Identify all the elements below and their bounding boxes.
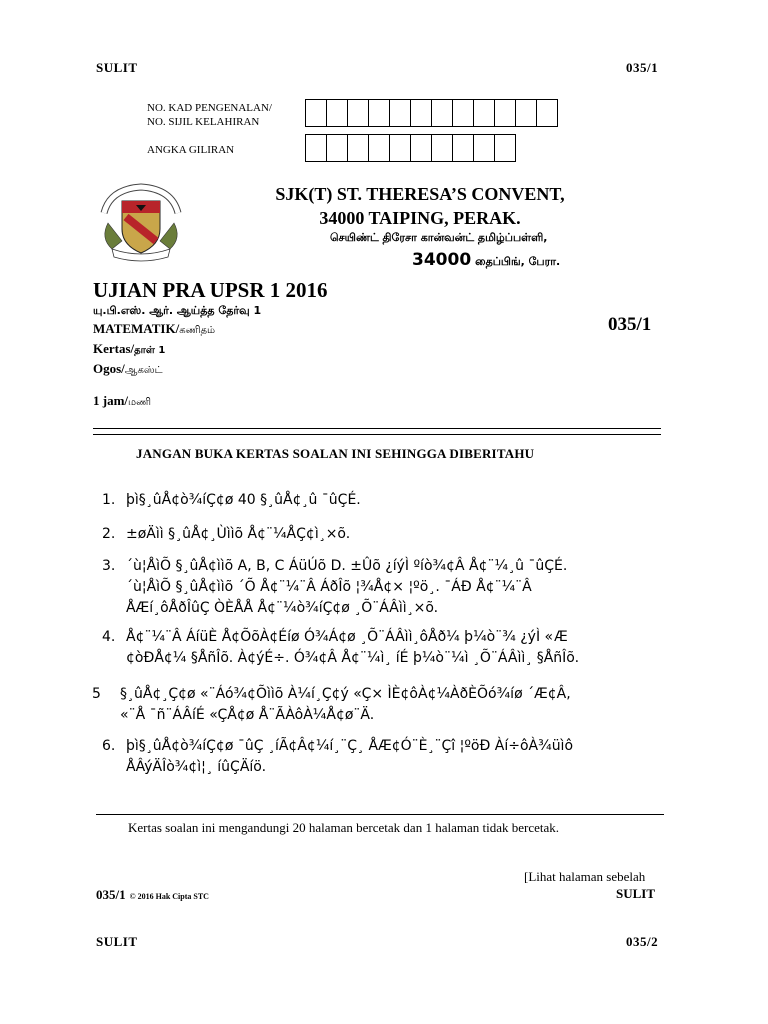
postcode: 34000	[412, 250, 472, 270]
exam-details	[93, 320, 215, 412]
footer-divider	[96, 814, 664, 815]
instruction-line: ´ù¦ÅìÕ §¸ûÅ¢ììõ A, B, C ÁüÚõ D. ±Ûõ ¿íýÌ ºíò¾¢Â Å¢¨¼¸û ¯ûÇÉ.	[126, 558, 568, 574]
instruction-number: 4.	[102, 629, 116, 645]
subject: MATEMATIK/	[93, 321, 180, 336]
school-crest-logo	[98, 183, 184, 263]
school-name-line1: SJK(T) ST. THERESA’S CONVENT,	[275, 184, 565, 204]
town-tamil: தைப்பிங், பேரா.	[475, 255, 561, 268]
turn-digit-box[interactable]	[348, 135, 369, 161]
instruction-item	[102, 736, 702, 778]
instruction-item	[92, 684, 692, 726]
ic-digit-box[interactable]	[495, 100, 516, 126]
ic-label-line1: NO. KAD PENGENALAN/	[147, 102, 272, 114]
turn-digit-box[interactable]	[453, 135, 474, 161]
turn-digit-box[interactable]	[327, 135, 348, 161]
ic-digit-box[interactable]	[327, 100, 348, 126]
month-tamil: ஆகஸ்ட்	[124, 365, 163, 376]
ic-digit-box[interactable]	[474, 100, 495, 126]
turn-digit-box[interactable]	[411, 135, 432, 161]
instruction-line: ÅÆí¸ôÅðÎûÇ ÒÈÅÅ Å¢¨¼ò¾íÇ¢ø ¸Õ¨ÁÂìì¸×õ.	[126, 600, 439, 616]
school-name	[250, 182, 590, 230]
month: Ogos/	[93, 361, 125, 376]
footer-note: Kertas soalan ini mengandungi 20 halaman bercetak dan 1 halaman tidak bercetak.	[128, 820, 559, 835]
instruction-number: 3.	[102, 558, 116, 574]
instruction-line: ÅÂýÄÎò¾¢ì¦¸ íûÇÄíö.	[126, 759, 267, 775]
instruction-line: ±øÄìì §¸ûÅ¢¸Ùììõ Å¢¨¼ÅÇ¢ì¸×õ.	[126, 526, 351, 542]
ic-digit-box[interactable]	[369, 100, 390, 126]
instruction-item	[102, 524, 702, 545]
header-sulit: SULIT	[96, 60, 138, 75]
duration: 1 jam/	[93, 393, 129, 408]
ic-digit-box[interactable]	[390, 100, 411, 126]
next-header-sulit: SULIT	[96, 934, 138, 949]
turn-digit-box[interactable]	[474, 135, 495, 161]
duration-tamil: மணி	[128, 397, 151, 408]
instruction-number: 6.	[102, 738, 116, 754]
exam-code: 035/1	[608, 314, 652, 335]
warning-text: JANGAN BUKA KERTAS SOALAN INI SEHINGGA DIBERITAHU	[136, 446, 535, 461]
turn-label: ANGKA GILIRAN	[147, 144, 235, 156]
instruction-number: 2.	[102, 526, 116, 542]
ic-digit-box[interactable]	[432, 100, 453, 126]
exam-title: UJIAN PRA UPSR 1 2016	[93, 278, 328, 302]
footer-copyright-block	[96, 886, 209, 904]
turn-digit-box[interactable]	[432, 135, 453, 161]
ic-label	[147, 101, 272, 129]
turn-digit-box[interactable]	[390, 135, 411, 161]
ic-digit-box[interactable]	[516, 100, 537, 126]
instruction-number: 5	[92, 686, 101, 702]
ic-digit-box[interactable]	[537, 100, 557, 126]
ic-number-boxes[interactable]	[305, 99, 558, 127]
instruction-item	[102, 490, 702, 511]
instruction-line: §¸ûÅ¢¸Ç¢ø «¨Áó¾¢Õììõ À¼í¸Ç¢ý «Ç× ÌÈ¢ôÀ¢¼ÀðÈÕó¾íø ´Æ¢Â,	[120, 686, 571, 702]
exam-title-tamil: யு.பி.எஸ். ஆர். ஆய்த்த தேர்வு 1	[93, 304, 262, 317]
divider-top	[93, 428, 661, 429]
divider-bottom	[93, 434, 661, 435]
turn-digit-box[interactable]	[495, 135, 515, 161]
instruction-item	[102, 627, 702, 669]
school-name-line2: 34000 TAIPING, PERAK.	[319, 208, 521, 228]
next-header-code: 035/2	[626, 934, 659, 949]
footer-copyright: © 2016 Hak Cipta STC	[129, 892, 209, 901]
turn-digit-box[interactable]	[306, 135, 327, 161]
paper-tamil: தாள் 1	[134, 345, 166, 356]
next-page-note: [Lihat halaman sebelah	[524, 869, 646, 884]
instruction-line: ¢òÐÅ¢¼ §ÅñÎõ. À¢ýÉ÷. Ó¾¢Â Å¢¨¼ì¸ íÉ þ¼ò¨¼ì ¸Õ¨ÁÂìì¸ §ÅñÎõ.	[126, 650, 580, 666]
ic-label-line2: NO. SIJIL KELAHIRAN	[147, 116, 260, 128]
instruction-number: 1.	[102, 492, 116, 508]
footer-sulit: SULIT	[616, 886, 656, 901]
subject-tamil: கணிதம்	[179, 325, 216, 336]
ic-digit-box[interactable]	[306, 100, 327, 126]
instruction-line: þì§¸ûÅ¢ò¾íÇ¢ø ¯ûÇ ¸íÃ¢Â¢¼í¸¨Ç¸ ÅÆ¢Ó¨È¸¨Çî ¦ºöÐ Àí÷ôÀ¾üìô	[126, 738, 574, 754]
turn-digit-box[interactable]	[369, 135, 390, 161]
instruction-line: ´ù¦ÅìÕ §¸ûÅ¢ììõ ´Õ Å¢¨¼¨Â ÁðÎõ ¦¾Å¢× ¦ºö¸. ¯ÁÐ Å¢¨¼¨Â	[126, 579, 532, 595]
header-code: 035/1	[626, 60, 659, 75]
school-postcode-tamil	[412, 250, 560, 270]
instruction-item	[102, 556, 702, 619]
instruction-line: þì§¸ûÅ¢ò¾íÇ¢ø 40 §¸ûÅ¢¸û ¯ûÇÉ.	[126, 492, 361, 508]
paper: Kertas/	[93, 341, 135, 356]
turn-number-boxes[interactable]	[305, 134, 516, 162]
instruction-line: «¨Å ¯ñ¨ÁÂíÉ «ÇÅ¢ø Å¨ÃÀôÀ¼Å¢ø¨Ä.	[120, 707, 375, 723]
school-name-tamil: செயிண்ட் திரேசா கான்வன்ட் தமிழ்ப்பள்ளி,	[330, 231, 548, 244]
footer-code: 035/1	[96, 887, 126, 902]
ic-digit-box[interactable]	[348, 100, 369, 126]
instruction-line: Å¢¨¼¨Â ÁíüÈ Å¢ÕõÀ¢Éíø Ó¾Á¢ø ¸Õ¨ÁÂìì¸ôÅð¼ þ¼ò¨¾ ¿ýÌ «Æ	[126, 629, 568, 645]
ic-digit-box[interactable]	[453, 100, 474, 126]
ic-digit-box[interactable]	[411, 100, 432, 126]
